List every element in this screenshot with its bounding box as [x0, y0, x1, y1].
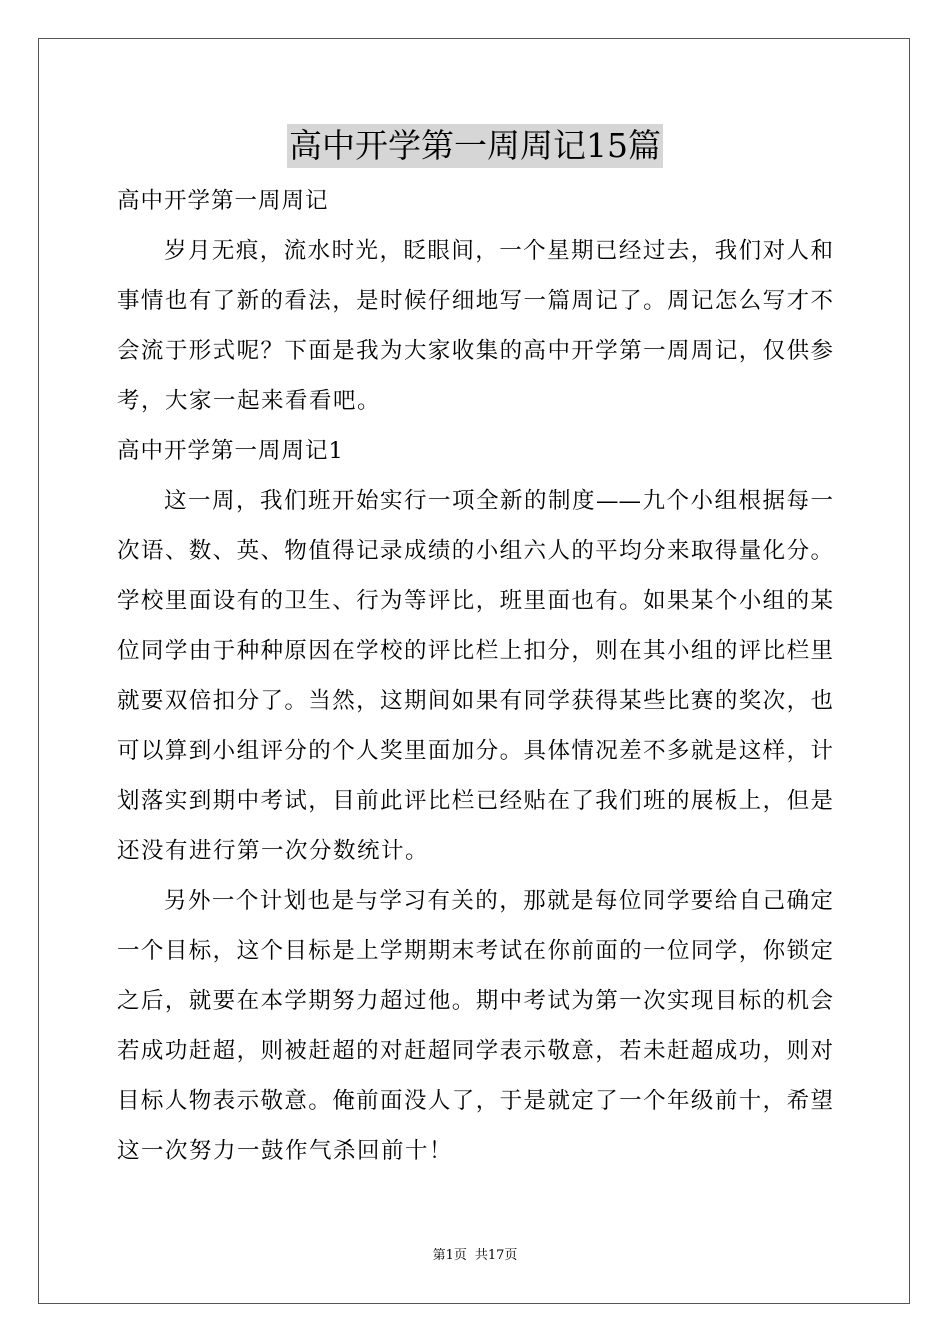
- document-body: [117, 176, 833, 1176]
- paragraph-line: 次语、数、英、物值得记录成绩的小组六人的平均分来取得量化分。: [117, 538, 833, 564]
- paragraph-line: 这一次努力一鼓作气杀回前十！: [117, 1138, 454, 1164]
- page-total: 共17页: [474, 1248, 518, 1263]
- paragraph-line: 目标人物表示敬意。俺前面没人了，于是就定了一个年级前十，希望: [117, 1088, 833, 1114]
- paragraph-line: 岁月无痕，流水时光，眨眼间，一个星期已经过去，我们对人和: [164, 238, 833, 264]
- paragraph-line: 还没有进行第一次分数统计。: [117, 838, 430, 864]
- paragraph-line: 学校里面设有的卫生、行为等评比，班里面也有。如果某个小组的某: [117, 588, 833, 614]
- paragraph-line: 若成功赶超，则被赶超的对赶超同学表示敬意，若未赶超成功，则对: [117, 1038, 833, 1064]
- paragraph-line: 可以算到小组评分的个人奖里面加分。具体情况差不多就是这样，计: [117, 738, 833, 764]
- paragraph-line: 会流于形式呢？下面是我为大家收集的高中开学第一周周记，仅供参: [117, 338, 833, 364]
- paragraph-line: 一个目标，这个目标是上学期期末考试在你前面的一位同学，你锁定: [117, 938, 833, 964]
- title-container: [0, 124, 950, 168]
- page-footer: [0, 1247, 950, 1265]
- paragraph-line: 就要双倍扣分了。当然，这期间如果有同学获得某些比赛的奖次，也: [117, 688, 833, 714]
- paragraph-line: 另外一个计划也是与学习有关的，那就是每位同学要给自己确定: [164, 888, 833, 914]
- page-number: 第1页: [432, 1248, 467, 1263]
- document-title: 高中开学第一周周记15篇: [287, 124, 663, 168]
- paragraph-line: 划落实到期中考试，目前此评比栏已经贴在了我们班的展板上，但是: [117, 788, 833, 814]
- paragraph-line: 位同学由于种种原因在学校的评比栏上扣分，则在其小组的评比栏里: [117, 638, 833, 664]
- paragraph-line: 这一周，我们班开始实行一项全新的制度——九个小组根据每一: [164, 488, 833, 514]
- paragraph-line: 之后，就要在本学期努力超过他。期中考试为第一次实现目标的机会: [117, 988, 833, 1014]
- section-heading: 高中开学第一周周记1: [117, 438, 344, 464]
- paragraph-line: 事情也有了新的看法，是时候仔细地写一篇周记了。周记怎么写才不: [117, 288, 833, 314]
- paragraph-line: 考，大家一起来看看吧。: [117, 388, 382, 414]
- section-heading: 高中开学第一周周记: [117, 188, 329, 214]
